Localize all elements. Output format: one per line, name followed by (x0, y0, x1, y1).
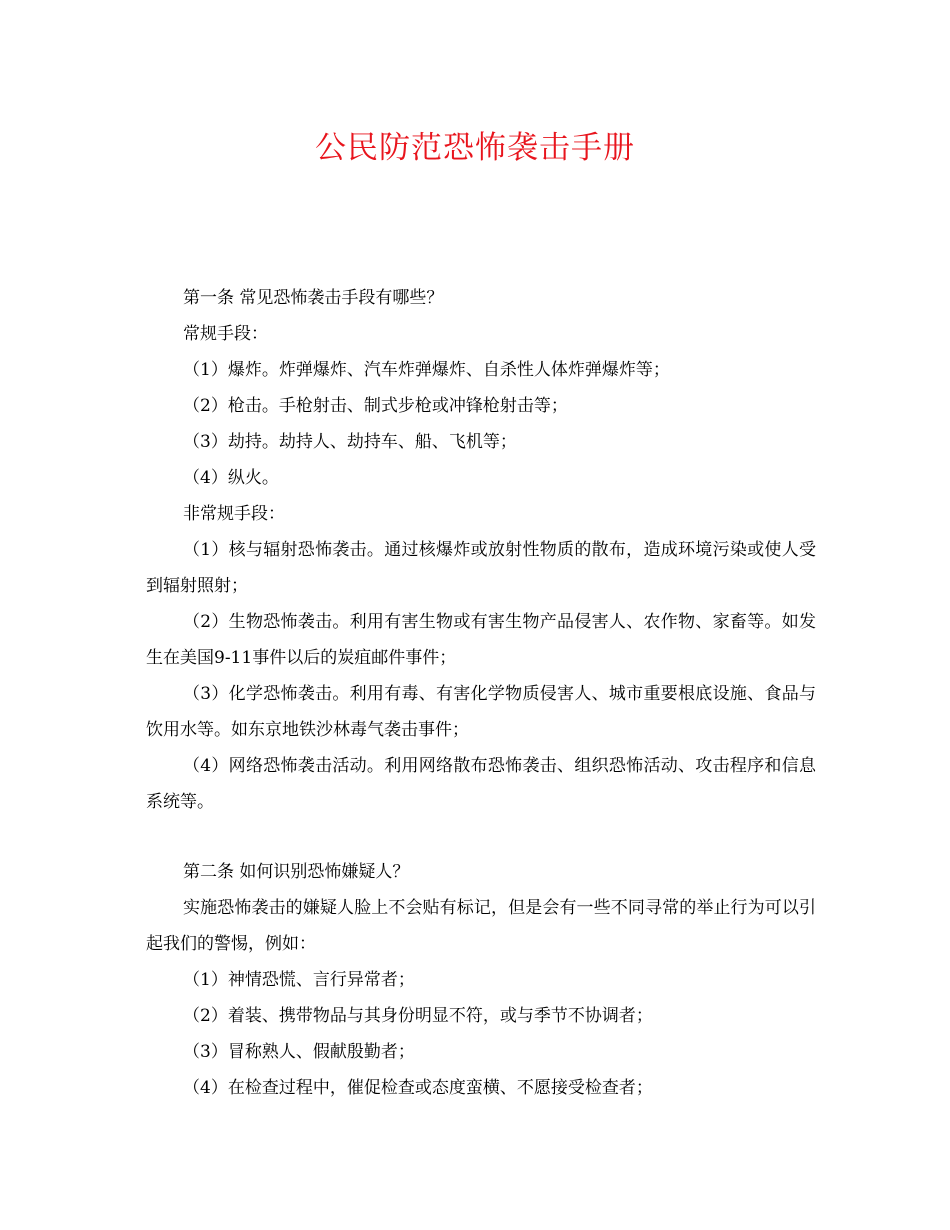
suspect-sign-1: （1）神情恐慌、言行异常者； (183, 970, 415, 990)
unconventional-item-2: （2）生物恐怖袭击。利用有害生物或有害生物产品侵害人、农作物、家畜等。如发生在美国9-11事件以后的炭疽邮件事件； (146, 612, 816, 668)
unconventional-means-label: 非常规手段： (183, 504, 285, 524)
section-spacer (146, 820, 816, 854)
suspect-sign-4: （4）在检查过程中，催促检查或态度蛮横、不愿接受检查者； (183, 1078, 653, 1098)
conventional-item-3: （3）劫持。劫持人、劫持车、船、飞机等； (183, 432, 517, 452)
section-1-heading: 第一条 常见恐怖袭击手段有哪些？ (183, 288, 444, 308)
conventional-item-2: （2）枪击。手枪射击、制式步枪或冲锋枪射击等； (183, 396, 568, 416)
unconventional-item-3: （3）化学恐怖袭击。利用有毒、有害化学物质侵害人、城市重要根底设施、食品与饮用水等。如东京地铁沙林毒气袭击事件； (146, 684, 816, 740)
document-title: 公民防范恐怖袭击手册 (315, 130, 635, 166)
section-2-heading: 第二条 如何识别恐怖嫌疑人？ (183, 862, 410, 882)
section-2-intro: 实施恐怖袭击的嫌疑人脸上不会贴有标记，但是会有一些不同寻常的举止行为可以引起我们的警惕，例如： (146, 898, 816, 954)
unconventional-item-4: （4）网络恐怖袭击活动。利用网络散布恐怖袭击、组织恐怖活动、攻击程序和信息系统等。 (146, 756, 816, 812)
document-body (146, 280, 816, 1106)
conventional-item-4: （4）纵火。 (183, 468, 279, 488)
unconventional-item-1: （1）核与辐射恐怖袭击。通过核爆炸或放射性物质的散布，造成环境污染或使人受到辐射照射； (146, 540, 816, 596)
conventional-item-1: （1）爆炸。炸弹爆炸、汽车炸弹爆炸、自杀性人体炸弹爆炸等； (183, 360, 670, 380)
suspect-sign-2: （2）着装、携带物品与其身份明显不符，或与季节不协调者； (183, 1006, 653, 1026)
conventional-means-label: 常规手段： (183, 324, 268, 344)
suspect-sign-3: （3）冒称熟人、假献殷勤者； (183, 1042, 415, 1062)
